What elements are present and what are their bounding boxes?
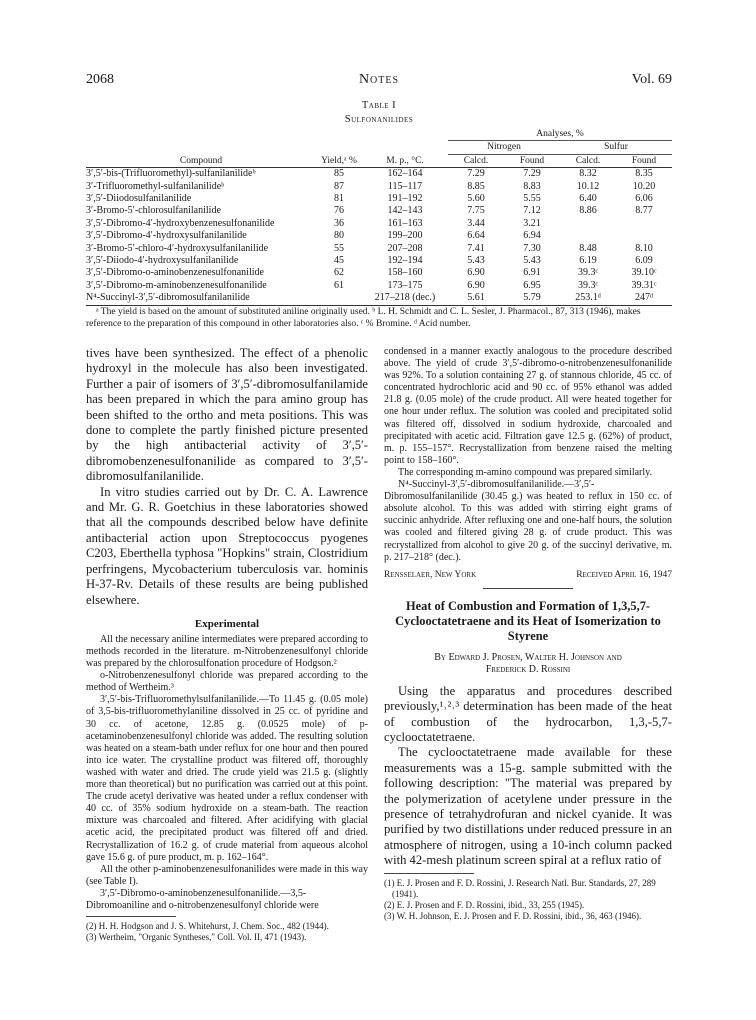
cell-s-found [616, 230, 672, 242]
cell-mp: 142–143 [387, 205, 423, 217]
exp-paragraph-5: 3′,5′-Dibromo-o-aminobenzenesulfonanilide.—3,5-Dibromoaniline and o-nitrobenzenesulfonyl chloride were [86, 887, 319, 911]
table-row [86, 255, 672, 267]
cell-n-calcd: 6.90 [467, 279, 485, 291]
cell-s-found: 6.06 [635, 193, 653, 205]
page-number: 2068 [86, 72, 114, 87]
article-footnote-3: (3) W. H. Johnson, E. J. Prosen and F. D. Rossini, ibid., 36, 463 (1946). [384, 910, 642, 921]
table-row [86, 218, 672, 230]
cell-mp: 173–175 [387, 279, 423, 291]
cell-mp: 192–194 [387, 255, 423, 267]
cell-yield: 76 [334, 205, 344, 217]
affiliation-line [384, 570, 672, 580]
cell-s-calcd: 8.32 [579, 168, 597, 180]
cell-n-calcd: 6.64 [467, 230, 485, 242]
cell-yield: 85 [334, 168, 344, 180]
cell-s-found: 8.35 [635, 168, 653, 180]
footnote-3: (3) Wertheim, "Organic Syntheses," Coll. Vol. II, 471 (1943). [86, 932, 307, 943]
cell-yield [316, 292, 362, 304]
cell-s-calcd: 253.1ᵈ [575, 292, 601, 304]
cell-s-calcd: 39.3ᶜ [577, 267, 599, 279]
cell-n-found: 7.30 [523, 242, 541, 254]
cell-s-calcd: 6.40 [579, 193, 597, 205]
right-column [384, 346, 672, 922]
cell-mp: 158–160 [387, 267, 423, 279]
cell-yield: 87 [334, 180, 344, 192]
exp-paragraph-1: All the necessary aniline intermediates were prepared according to methods recorded in the literature. m-Nitrobenzenesulfonyl chloride was prepared by the chlorosulfonation procedure of Hodgson.² [86, 633, 368, 670]
s-calcd-header: Calcd. [575, 155, 601, 166]
cell-n-found: 6.95 [523, 279, 541, 291]
left-column [86, 346, 368, 943]
cell-mp: 115–117 [387, 180, 423, 192]
exp-paragraph-4: All the other p-aminobenzenesulfonanilides were made in this way (see Table I). [86, 863, 368, 887]
article-separator [483, 588, 573, 589]
table-title: Sulfonanilides [344, 114, 414, 125]
cell-s-found: 39.10ᶜ [631, 267, 657, 279]
cell-s-calcd [560, 218, 616, 230]
footnote-2: (2) H. H. Hodgson and J. S. Whitehurst, J. Chem. Soc., 482 (1944). [86, 921, 329, 932]
cell-yield: 80 [334, 230, 344, 242]
table-footnote: ᵃ The yield is based on the amount of substituted aniline originally used. ᵇ L. H. Schmidt and C. L. Sesler, J. Pharmacol., 87, 313 (1946), makes reference to the preparation of this compound in other laboratories also. ᶜ % Bromine. ᵈ Acid number. [86, 307, 641, 329]
cell-s-found: 247ᵈ [634, 292, 654, 304]
cell-yield: 36 [334, 217, 344, 229]
cell-n-calcd: 7.41 [467, 242, 485, 254]
cell-s-found: 39.31ᶜ [631, 279, 657, 291]
cell-n-found: 5.43 [523, 255, 541, 267]
yield-header: Yield,ᵃ % [321, 155, 357, 166]
volume-label: Vol. 69 [631, 72, 672, 87]
cell-compound: 3′-Bromo-5′-chloro-4′-hydroxysulfanilanilide [86, 242, 269, 254]
cell-s-found [616, 218, 672, 230]
cell-yield: 62 [334, 267, 344, 279]
intro-paragraph-1: tives have been synthesized. The effect of a phenolic hydroxyl in the molecule has also been investigated. Further a pair of isomers of 3′,5′-dibromosulfanilamide has been prepared in which the para amino group has been shifted to the ortho and meta positions. This was done to complete the partly finished picture presented by the high antibacterial activity of 3′,5′-dibromobenzenesulfonanilide as compared to 3′,5′-dibromosulfanilanilide. [86, 346, 368, 484]
cell-yield: 81 [334, 193, 344, 205]
table-row [86, 267, 672, 279]
table-row [86, 205, 672, 217]
exp-paragraph-3: 3′,5′-bis-Trifluoromethylsulfanilanilide.—To 11.45 g. (0.05 mole) of 3,5-bis-trifluoromethylaniline dissolved in 25 cc. of pyridine and 30 cc. of acetone, 12.85 g. (0.0525 mole) of p-acetaminobenzenesulfonyl chloride was added. The resulting solution was heated on a steam-bath under reflux for one hour and then poured into ice water. The crystalline product was filtered off, thoroughly washed with water and dried. The crude yield was 21.5 g. (slightly more than theoretical) but no purification was carried out at this point. The crude acetyl derivative was heated under a reflux condenser with 40 cc. of 35% sodium hydroxide on a steam-bath. The reaction mixture was charcoaled and filtered. After acidifying with glacial acetic acid, the precipitated product was filtered off and dried. Recrystallization of 16.2 g. of crude material from aqueous alcohol gave 15.6 g. of pure product, m. p. 162–164°. [86, 694, 368, 863]
article-footnote-1: (1) E. J. Prosen and F. D. Rossini, J. Research Natl. Bur. Standards, 27, 289 (1941). [384, 877, 656, 899]
table-row [86, 292, 672, 304]
table-bottom-rule [86, 305, 672, 306]
article-paragraph-2: The cyclooctatetraene made available for these measurements was a 15-g. sample submitted with the following description: "The material was prepared by the polymerization of acetylene under pressure in the presence of tetrahydrofuran and nickel cyanide. It was purified by two distillations under reduced pressure in an atmosphere of nitrogen, using a 10-inch column packed with 42-mesh platinum screen spiral at a reflux ratio of [384, 745, 672, 868]
n-found-header: Found [519, 155, 545, 166]
cell-n-calcd: 5.60 [467, 193, 485, 205]
footnote-rule [86, 916, 176, 917]
cell-compound: 3′,5′-bis-(Trifluoromethyl)-sulfanilanilideᵇ [86, 168, 256, 180]
synthesis-paragraph-2: The corresponding m-amino compound was prepared similarly. [398, 466, 653, 478]
intro-paragraph-2: In vitro studies carried out by Dr. C. A. Lawrence and Mr. G. R. Goetchius in these laboratories showed that all the compounds described below have definite antibacterial action upon Streptococcus pyogenes C203, Eberthella typhosa "Hopkins" strain, Clostridium perfringens, Mycobacterium tuberculosis var. hominis H-37-Rv. Details of these results are being published elsewhere. [86, 484, 368, 607]
section-name: Notes [358, 72, 400, 87]
cell-s-calcd: 8.48 [579, 242, 597, 254]
synthesis-paragraph-1: condensed in a manner exactly analogous to the procedure described above. The yield of crude 3′,5′-dibromo-o-nitrobenzenesulfonanilide was 92%. To a solution containing 27 g. of stannous chloride, 45 cc. of concentrated hydrochloric acid and 90 cc. of 95% ethanol was added 21.8 g. (0.05 mole) of the crude product. All were heated together for one hour under reflux. The solution was cooled and precipitated solid was filtered off, dissolved in sodium hydroxide, charcoaled and precipitated with acetic acid. Filtration gave 12.5 g. (62%) of product, m. p. 155–157°. Recrystallization from benzene raised the melting point to 158–160°. [384, 346, 672, 466]
cell-n-found: 5.79 [523, 292, 541, 304]
n-calcd-header: Calcd. [463, 155, 489, 166]
table-row [86, 243, 672, 255]
article-footnote-2: (2) E. J. Prosen and F. D. Rossini, ibid., 33, 255 (1945). [384, 899, 585, 910]
cell-mp: 162–164 [387, 168, 423, 180]
cell-compound: 3′,5′-Diiodo-4′-hydroxysulfanilanilide [86, 255, 239, 267]
affiliation-location: Rensselaer, New York [384, 569, 477, 580]
analyses-header: Analyses, % [448, 128, 672, 141]
cell-n-found: 7.12 [523, 205, 541, 217]
byline-authors: By Edward J. Prosen, Walter H. Johnson and [434, 651, 622, 663]
cell-n-found: 5.55 [523, 193, 541, 205]
cell-mp: 217–218 (dec.) [374, 292, 436, 304]
cell-compound: 3′,5′-Diiodosulfanilanilide [86, 193, 192, 205]
table-row [86, 193, 672, 205]
compound-header: Compound [179, 155, 223, 166]
exp-paragraph-2: o-Nitrobenzenesulfonyl chloride was prepared according to the method of Wertheim.³ [86, 670, 368, 694]
table-row [86, 230, 672, 242]
table-row [86, 280, 672, 292]
cell-mp: 207–208 [387, 242, 423, 254]
table-body [86, 168, 672, 305]
cell-n-found: 7.29 [523, 168, 541, 180]
received-date: Received April 16, 1947 [576, 569, 672, 580]
article-footnote-rule [384, 873, 474, 874]
cell-n-calcd: 5.61 [467, 292, 485, 304]
cell-yield: 45 [334, 255, 344, 267]
cell-compound: N⁴-Succinyl-3′,5′-dibromosulfanilanilide [86, 292, 250, 304]
cell-n-calcd: 7.75 [467, 205, 485, 217]
table-row [86, 168, 672, 181]
article-paragraph-1: Using the apparatus and procedures described previously,¹˒²˒³ determination has been made of the heat of combustion of the hydrocarbon, 1,3,-5,7-cyclooctatetraene. [384, 683, 672, 744]
cell-s-found: 6.09 [635, 255, 653, 267]
cell-n-found: 6.94 [523, 230, 541, 242]
article-title: Heat of Combustion and Formation of 1,3,5,7-Cyclooctatetraene and its Heat of Isomerization to Styrene [395, 598, 661, 643]
cell-yield: 55 [334, 242, 344, 254]
cell-mp: 199–200 [387, 230, 423, 242]
sulfonanilides-table [86, 128, 672, 305]
cell-s-found: 10.20 [632, 180, 656, 192]
mp-header: M. p., °C. [386, 155, 424, 166]
cell-compound: 3′,5′-Dibromo-4′-hydroxysulfanilanilide [86, 230, 247, 242]
cell-mp: 161–163 [387, 217, 423, 229]
synthesis-paragraph-3: N⁴-Succinyl-3′,5′-dibromosulfanilanilide.—3′,5′-Dibromosulfanilanilide (30.45 g.) was heated to reflux in 150 cc. of absolute alcohol. To this was added with stirring eight grams of succinic anhydride. After refluxing one and one-half hours, the solution was cooled and filtered giving 28 g. of crude product. This was recrystallized from alcohol to give 20 g. of the succinyl derivative, m. p. 217–218° (dec.). [384, 479, 672, 563]
cell-n-calcd: 7.29 [467, 168, 485, 180]
sulfur-header: Sulfur [560, 141, 672, 154]
cell-compound: 3′-Bromo-5′-chlorosulfanilanilide [86, 205, 221, 217]
cell-n-found: 3.21 [523, 217, 541, 229]
cell-s-found: 8.10 [635, 242, 653, 254]
cell-yield: 61 [334, 279, 344, 291]
cell-s-calcd: 10.12 [576, 180, 600, 192]
cell-s-calcd: 6.19 [579, 255, 597, 267]
table-number: Table I [361, 100, 397, 111]
cell-n-found: 8.83 [523, 180, 541, 192]
nitrogen-header: Nitrogen [448, 141, 560, 154]
byline-author-last: Frederick D. Rossini [485, 663, 571, 675]
cell-n-found: 6.91 [523, 267, 541, 279]
cell-n-calcd: 8.85 [467, 180, 485, 192]
cell-s-calcd: 39.3ᶜ [577, 279, 599, 291]
cell-s-calcd: 8.86 [579, 205, 597, 217]
cell-compound: 3′-Trifluoromethyl-sulfanilanilideᵇ [86, 180, 225, 192]
cell-compound: 3′,5′-Dibromo-o-aminobenzenesulfonanilide [86, 267, 264, 279]
cell-n-calcd: 5.43 [467, 255, 485, 267]
table-row [86, 181, 672, 193]
cell-n-calcd: 3.44 [467, 217, 485, 229]
cell-s-found: 8.77 [635, 205, 653, 217]
s-found-header: Found [631, 155, 657, 166]
cell-s-calcd [560, 230, 616, 242]
experimental-heading: Experimental [194, 617, 260, 630]
cell-mp: 191–192 [387, 193, 423, 205]
cell-n-calcd: 6.90 [467, 267, 485, 279]
cell-compound: 3′,5′-Dibromo-m-aminobenzenesulfonanilide [86, 279, 267, 291]
cell-compound: 3′,5′-Dibromo-4′-hydroxybenzenesulfonanilide [86, 217, 275, 229]
running-header [86, 72, 672, 88]
